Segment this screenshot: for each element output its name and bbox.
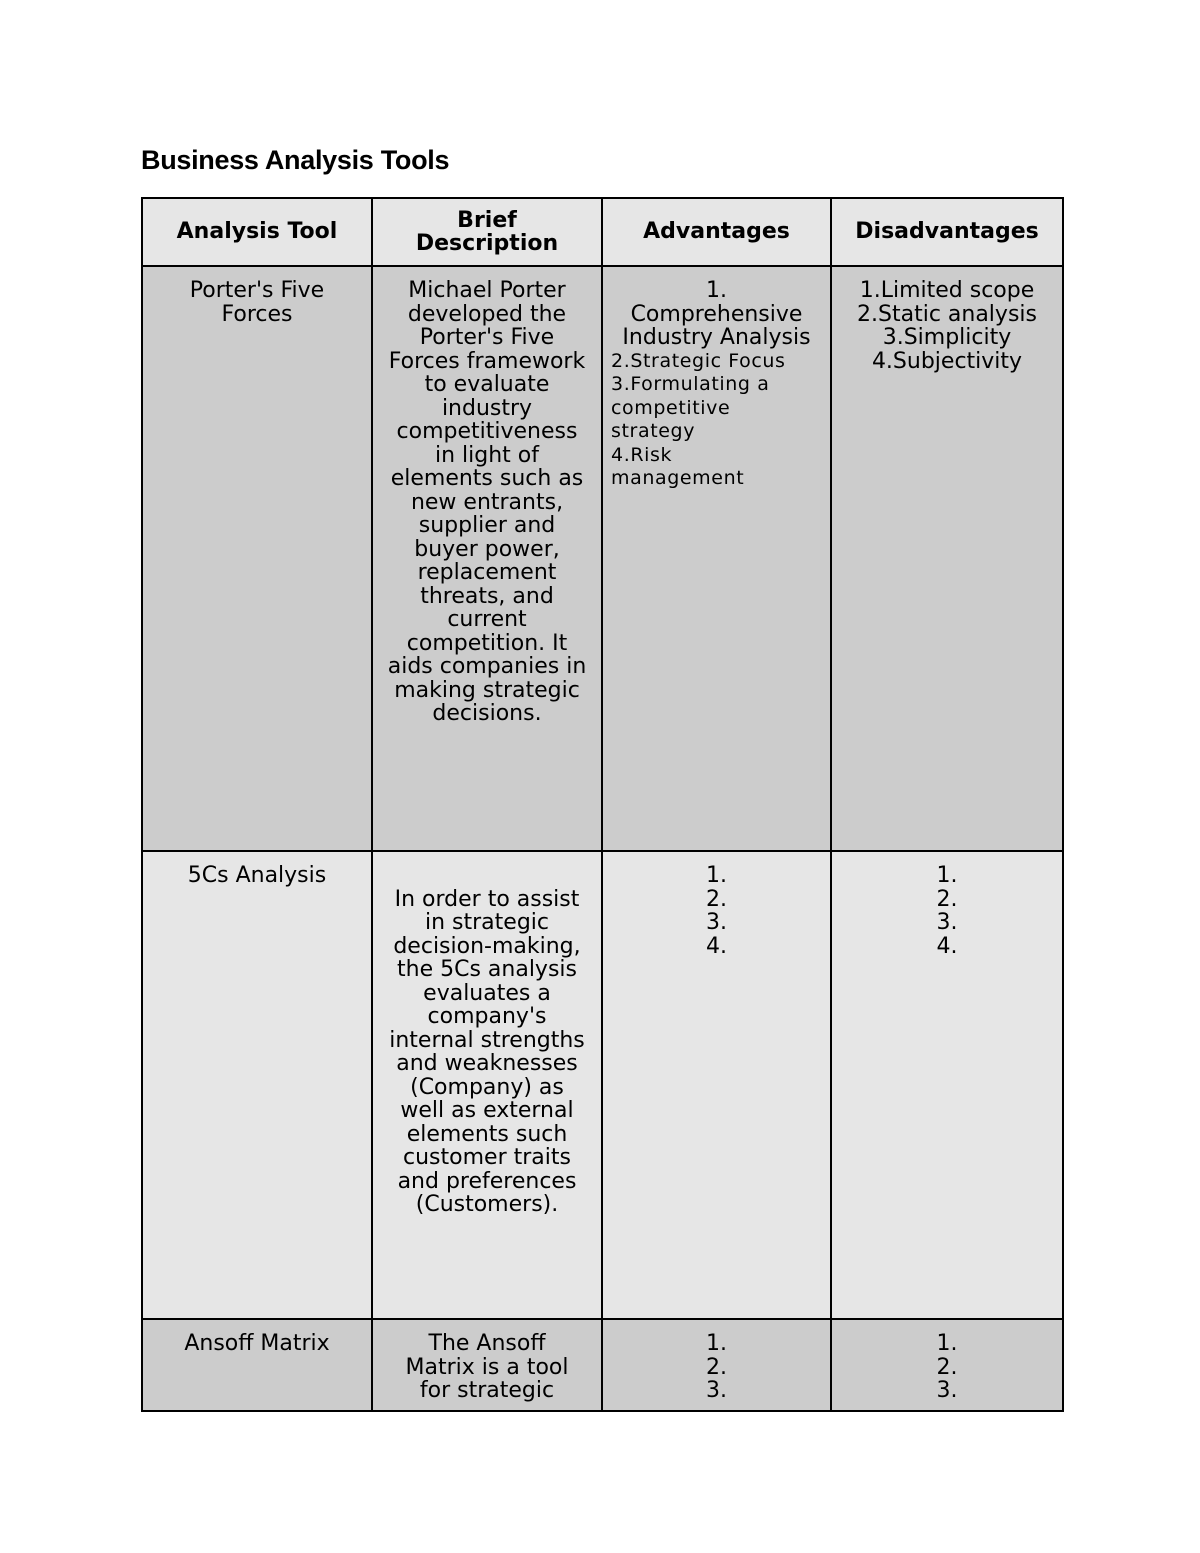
cell-tool: Porter's Five Forces	[142, 266, 372, 851]
disadvantage-item: 2.	[936, 1354, 958, 1380]
advantage-item: 1.	[706, 1331, 727, 1356]
disadvantage-item: 4.Subjectivity	[871, 348, 1023, 374]
disadvantage-item: 3.Simplicity	[882, 325, 1012, 350]
cell-advantages	[602, 266, 831, 851]
header-advantages: Advantages	[602, 198, 831, 266]
cell-tool: Ansoff Matrix	[142, 1319, 372, 1411]
analysis-tools-table	[141, 197, 1064, 1412]
disadvantage-item: 3.	[936, 1378, 958, 1403]
cell-disadvantages	[831, 851, 1063, 1319]
advantage-item: 4.Risk management	[611, 443, 745, 489]
advantage-item: 3.	[706, 910, 727, 935]
cell-description	[372, 851, 602, 1319]
disadvantage-item: 2.Static analysis	[857, 301, 1037, 327]
disadvantage-item: 1.Limited scope	[859, 278, 1035, 303]
header-analysis-tool: Analysis Tool	[142, 198, 372, 266]
disadvantage-item: 1.	[936, 863, 958, 888]
header-disadvantages: Disadvantages	[831, 198, 1063, 266]
cell-advantages	[602, 1319, 831, 1411]
cell-description: The Ansoff Matrix is a tool for strategic	[372, 1319, 602, 1411]
advantage-item: 1.	[706, 863, 727, 888]
disadvantage-item: 3.	[936, 910, 958, 935]
advantage-item: 4.	[706, 933, 727, 959]
disadvantage-item: 1.	[936, 1331, 958, 1356]
table-row-porters-five-forces	[142, 266, 1063, 851]
advantage-item: 3.	[706, 1378, 727, 1403]
advantage-item: 1. Comprehensive Industry Analysis	[622, 278, 811, 350]
advantage-item: 2.Strategic Focus	[611, 349, 786, 372]
blank-line	[387, 864, 587, 888]
table-row-ansoff-matrix	[142, 1319, 1063, 1411]
advantage-item: 2.	[706, 1354, 727, 1380]
description-text: In order to assist in strategic decision-making, the 5Cs analysis evaluates a company's internal strengths and weaknesses (Company) as well as external elements such customer traits and preferences (Customers).	[389, 886, 585, 1217]
table-row-5cs-analysis	[142, 851, 1063, 1319]
cell-disadvantages	[831, 1319, 1063, 1411]
document-title: Business Analysis Tools	[141, 145, 450, 175]
disadvantage-item: 2.	[936, 886, 958, 912]
header-brief-description: Brief Description	[372, 198, 602, 266]
cell-description: Michael Porter developed the Porter's Five Forces framework to evaluate industry competitiveness in light of elements such as new entrants, supplier and buyer power, replacement threats, and current competition. It aids companies in making strategic decisions.	[372, 266, 602, 851]
cell-tool: 5Cs Analysis	[142, 851, 372, 1319]
advantage-item: 3.Formulating a competitive strategy	[611, 373, 770, 442]
disadvantage-item: 4.	[936, 933, 958, 959]
table-header-row	[142, 198, 1063, 266]
cell-disadvantages	[831, 266, 1063, 851]
advantage-item: 2.	[706, 886, 727, 912]
cell-advantages	[602, 851, 831, 1319]
